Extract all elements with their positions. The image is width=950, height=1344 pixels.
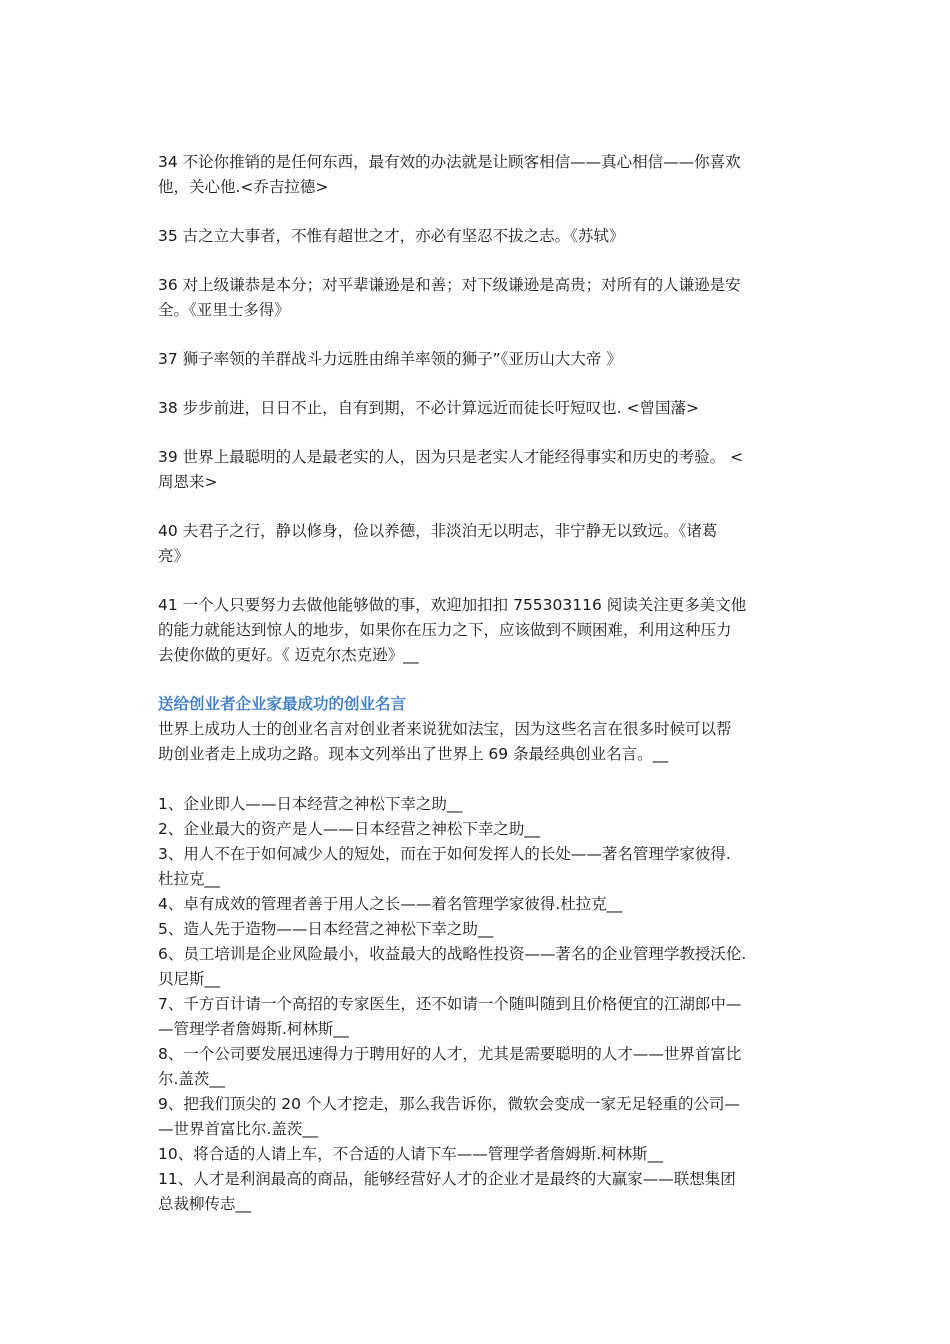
quote-39: 39 世界上最聪明的人是最老实的人，因为只是老实人才能经得事实和历史的考验。 < 周恩来> [158, 448, 744, 491]
quote-34: 34 不论你推销的是任何东西，最有效的办法就是让顾客相信——真心相信——你喜欢 他，关心他.<乔吉拉德> [158, 153, 741, 196]
list-item: 6、员工培训是企业风险最小，收益最大的战略性投资——著名的企业管理学教授沃伦. 贝尼斯__ [158, 945, 747, 988]
list-item: 1、企业即人——日本经营之神松下幸之助__ [158, 795, 463, 813]
quote-41: 41 一个人只要努力去做他能够做的事，欢迎加扣扣 755303116 阅读关注更多美文他 的能力就能达到惊人的地步，如果你在压力之下，应该做到不顾困难，利用这种压力 去使你做的更好。《 迈克尔杰克逊》__ [158, 596, 747, 664]
section-intro: 世界上成功人士的创业名言对创业者来说犹如法宝，因为这些名言在很多时候可以帮 助创业者走上成功之路。现本文列举出了世界上 69 条最经典创业名言。__ [158, 720, 732, 763]
quote-list [158, 792, 798, 1217]
list-item: 8、一个公司要发展迅速得力于聘用好的人才，尤其是需要聪明的人才——世界首富比 尔.盖茨__ [158, 1045, 742, 1088]
list-item: 5、造人先于造物——日本经营之神松下幸之助__ [158, 920, 494, 938]
document-page [158, 150, 798, 1217]
quote-37: 37 狮子率领的羊群战斗力远胜由绵羊率领的狮子”《亚历山大大帝 》 [158, 350, 622, 368]
list-item: 4、卓有成效的管理者善于用人之长——着名管理学家彼得.杜拉克__ [158, 895, 623, 913]
quote-35: 35 古之立大事者，不惟有超世之才，亦必有坚忍不拔之志。《苏轼》 [158, 227, 625, 245]
list-item: 3、用人不在于如何减少人的短处，而在于如何发挥人的长处——著名管理学家彼得. 杜拉克__ [158, 845, 731, 888]
list-item: 2、企业最大的资产是人——日本经营之神松下幸之助__ [158, 820, 540, 838]
list-item: 7、千方百计请一个高招的专家医生，还不如请一个随叫随到且价格便宜的江湖郎中— —管理学者詹姆斯.柯林斯__ [158, 995, 742, 1038]
section-title: 送给创业者企业家最成功的创业名言 [158, 695, 407, 713]
quote-38: 38 步步前进，日日不止，自有到期，不必计算远近而徒长吁短叹也. <曾国藩> [158, 399, 699, 417]
list-item: 10、将合适的人请上车，不合适的人请下车——管理学者詹姆斯.柯林斯__ [158, 1145, 664, 1163]
quote-40: 40 夫君子之行，静以修身，俭以养德，非淡泊无以明志，非宁静无以致远。《诸葛 亮》 [158, 522, 718, 565]
list-item: 9、把我们顶尖的 20 个人才挖走，那么我告诉你，微软会变成一家无足轻重的公司— —世界首富比尔.盖茨__ [158, 1095, 740, 1138]
quote-36: 36 对上级谦恭是本分；对平辈谦逊是和善；对下级谦逊是高贵；对所有的人谦逊是安 全。《亚里士多得》 [158, 276, 741, 319]
list-item: 11、人才是利润最高的商品，能够经营好人才的企业才是最终的大赢家——联想集团 总裁柳传志__ [158, 1170, 736, 1213]
